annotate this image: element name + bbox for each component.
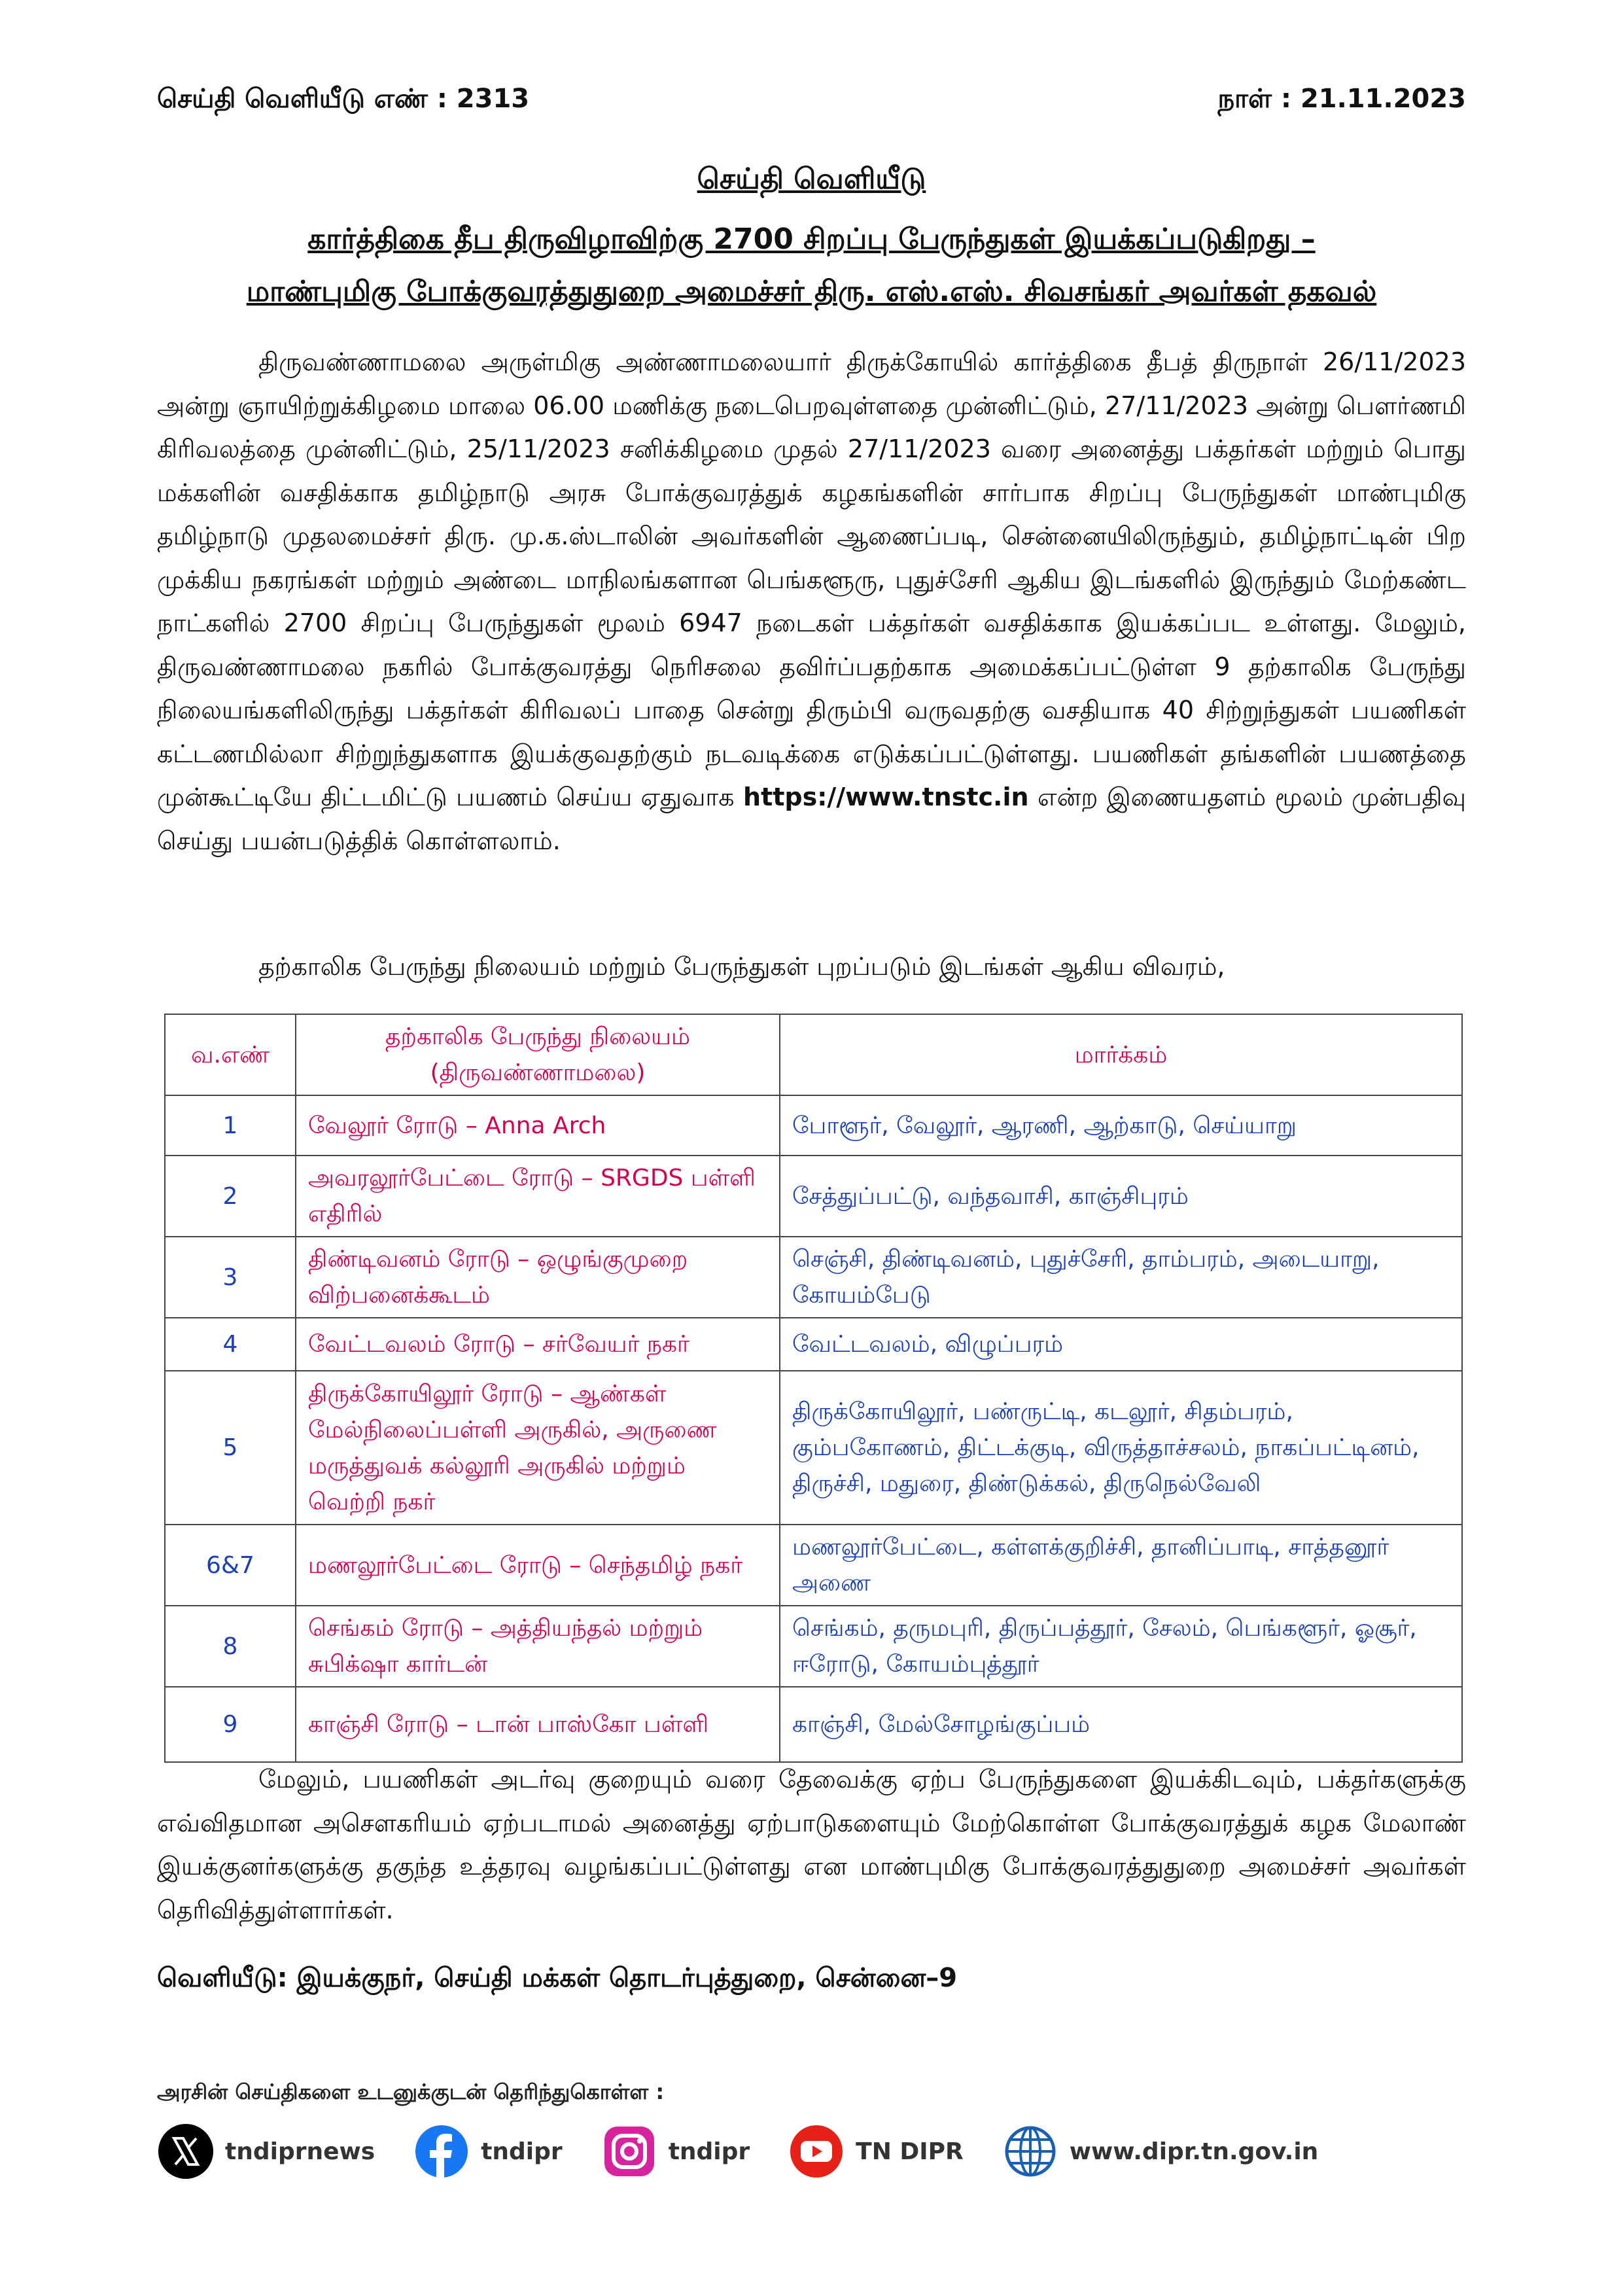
globe-icon bbox=[1002, 2123, 1059, 2180]
row-route: காஞ்சி, மேல்சோழங்குப்பம் bbox=[780, 1687, 1462, 1762]
social-x-label: tndiprnews bbox=[225, 2138, 375, 2165]
row-stand: காஞ்சி ரோடு – டான் பாஸ்கோ பள்ளி bbox=[296, 1687, 780, 1762]
title-line-2: மாண்புமிகு போக்குவரத்துதுறை அமைச்சர் திரு. எஸ்.எஸ். சிவசங்கர் அவர்கள் தகவல் bbox=[246, 275, 1377, 308]
social-bar bbox=[157, 2119, 1356, 2184]
table-row bbox=[165, 1156, 1462, 1237]
social-website-label: www.dipr.tn.gov.in bbox=[1069, 2138, 1319, 2165]
table-row bbox=[165, 1318, 1462, 1371]
table-intro: தற்காலிக பேருந்து நிலையம் மற்றும் பேருந்துகள் புறப்படும் இடங்கள் ஆகிய விவரம், bbox=[258, 952, 1225, 981]
tnstc-link[interactable]: https://www.tnstc.in bbox=[743, 783, 1029, 811]
social-facebook-label: tndipr bbox=[481, 2138, 563, 2165]
row-number: 4 bbox=[165, 1318, 296, 1371]
table-row bbox=[165, 1525, 1462, 1606]
row-number: 8 bbox=[165, 1606, 296, 1687]
row-number: 3 bbox=[165, 1237, 296, 1318]
row-number: 9 bbox=[165, 1687, 296, 1762]
table-row bbox=[165, 1371, 1462, 1525]
row-route: போளூர், வேலூர், ஆரணி, ஆற்காடு, செய்யாறு bbox=[780, 1095, 1462, 1156]
row-number: 1 bbox=[165, 1095, 296, 1156]
row-stand: திண்டிவனம் ரோடு – ஒழுங்குமுறை விற்பனைக்கூடம் bbox=[296, 1237, 780, 1318]
header-stand: தற்காலிக பேருந்து நிலையம் (திருவண்ணாமலை) bbox=[296, 1014, 780, 1095]
release-number: செய்தி வெளியீடு எண் : 2313 bbox=[157, 84, 530, 114]
social-instagram-label: tndipr bbox=[668, 2138, 750, 2165]
row-stand: வேலூர் ரோடு – Anna Arch bbox=[296, 1095, 780, 1156]
facebook-icon bbox=[413, 2123, 470, 2180]
table-row bbox=[165, 1687, 1462, 1762]
instagram-icon bbox=[601, 2123, 658, 2180]
row-stand: திருக்கோயிலூர் ரோடு – ஆண்கள் மேல்நிலைப்பள்ளி அருகில், அருணை மருத்துவக் கல்லூரி அருகில் மற்றும் வெற்றி நகர் bbox=[296, 1371, 780, 1525]
social-facebook[interactable] bbox=[413, 2123, 562, 2180]
row-route: செஞ்சி, திண்டிவனம், புதுச்சேரி, தாம்பரம், அடையாறு, கோயம்பேடு bbox=[780, 1237, 1462, 1318]
social-youtube-label: TN DIPR bbox=[856, 2138, 964, 2165]
body-text: திருவண்ணாமலை அருள்மிகு அண்ணாமலையார் திருக்கோயில் கார்த்திகை தீபத் திருநாள் 26/11/2023 அன்று ஞாயிற்றுக்கிழமை மாலை 06.00 மணிக்கு நடைபெறவுள்ளதை முன்னிட்டும், 27/11/2023 அன்று பௌர்ணமி கிரிவலத்தை முன்னிட்டும், 25/11/2023 சனிக்கிழமை முதல் 27/11/2023 வரை அனைத்து பக்தர்கள் மற்றும் பொது மக்களின் வசதிக்காக தமிழ்நாடு அரசு போக்குவரத்துக் கழகங்களின் சார்பாக சிறப்பு பேருந்துகள் மாண்புமிகு தமிழ்நாடு முதலமைச்சர் திரு. மு.க.ஸ்டாலின் அவர்களின் ஆணைப்படி, சென்னையிலிருந்தும், தமிழ்நாட்டின் பிற முக்கிய நகரங்கள் மற்றும் அண்டை மாநிலங்களான பெங்களூரு, புதுச்சேரி ஆகிய இடங்களில் இருந்தும் மேற்கண்ட நாட்களில் 2700 சிறப்பு பேருந்துகள் மூலம் 6947 நடைகள் பக்தர்கள் வசதிக்காக இயக்கப்பட உள்ளது. மேலும், திருவண்ணாமலை நகரில் போக்குவரத்து நெரிசலை தவிர்ப்பதற்காக அமைக்கப்பட்டுள்ள 9 தற்காலிக பேருந்து நிலையங்களிலிருந்து பக்தர்கள் கிரிவலப் பாதை சென்று திரும்பி வருவதற்கு வசதியாக 40 சிற்றுந்துகள் பயணிகள் கட்டணமில்லா சிற்றுந்துகளாக இயக்குவதற்கும் நடவடிக்கை எடுக்கப்பட்டுள்ளது. பயணிகள் தங்களின் பயணத்தை முன்கூட்டியே திட்டமிட்டு பயணம் செய்ய ஏதுவாக bbox=[157, 347, 1466, 811]
social-website[interactable] bbox=[1002, 2123, 1319, 2180]
row-number: 5 bbox=[165, 1371, 296, 1525]
body-paragraph bbox=[157, 340, 1466, 862]
row-number: 2 bbox=[165, 1156, 296, 1237]
table-row bbox=[165, 1095, 1462, 1156]
row-stand: அவரலூர்பேட்டை ரோடு – SRGDS பள்ளி எதிரில் bbox=[296, 1156, 780, 1237]
release-date: நாள் : 21.11.2023 bbox=[1217, 84, 1466, 114]
bus-stand-table bbox=[164, 1014, 1463, 1763]
row-route: சேத்துப்பட்டு, வந்தவாசி, காஞ்சிபுரம் bbox=[780, 1156, 1462, 1237]
header-route: மார்க்கம் bbox=[780, 1014, 1462, 1095]
social-x[interactable] bbox=[157, 2123, 375, 2180]
row-route: திருக்கோயிலூர், பண்ருட்டி, கடலூர், சிதம்பரம், கும்பகோணம், திட்டக்குடி, விருத்தாச்சலம், நாகப்பட்டினம், திருச்சி, மதுரை, திண்டுக்கல், திருநெல்வேலி bbox=[780, 1371, 1462, 1525]
header-serial: வ.எண் bbox=[165, 1014, 296, 1095]
table-row bbox=[165, 1606, 1462, 1687]
row-number: 6&7 bbox=[165, 1525, 296, 1606]
closing-paragraph: மேலும், பயணிகள் அடர்வு குறையும் வரை தேவைக்கு ஏற்ப பேருந்துகளை இயக்கிடவும், பக்தர்களுக்கு எவ்விதமான அசௌகரியம் ஏற்படாமல் அனைத்து ஏற்பாடுகளையும் மேற்கொள்ள போக்குவரத்துக் கழக மேலாண் இயக்குனர்களுக்கு தகுந்த உத்தரவு வழங்கப்பட்டுள்ளது என மாண்புமிகு போக்குவரத்துதுறை அமைச்சர் அவர்கள் தெரிவித்துள்ளார்கள். bbox=[157, 1765, 1466, 1924]
title-line-1: கார்த்திகை தீப திருவிழாவிற்கு 2700 சிறப்பு பேருந்துகள் இயக்கப்படுகிறது – bbox=[307, 222, 1316, 256]
row-route: செங்கம், தருமபுரி, திருப்பத்தூர், சேலம், பெங்களூர், ஓசூர், ஈரோடு, கோயம்புத்தூர் bbox=[780, 1606, 1462, 1687]
document-heading: செய்தி வெளியீடு bbox=[697, 162, 926, 196]
row-stand: வேட்டவலம் ரோடு – சர்வேயர் நகர் bbox=[296, 1318, 780, 1371]
x-icon bbox=[157, 2123, 215, 2180]
row-route: மணலூர்பேட்டை, கள்ளக்குறிச்சி, தானிப்பாடி, சாத்தனூர் அணை bbox=[780, 1525, 1462, 1606]
row-stand: செங்கம் ரோடு – அத்தியந்தல் மற்றும் சுபிக்‌ஷா கார்டன் bbox=[296, 1606, 780, 1687]
row-stand: மணலூர்பேட்டை ரோடு – செந்தமிழ் நகர் bbox=[296, 1525, 780, 1606]
row-route: வேட்டவலம், விழுப்பரம் bbox=[780, 1318, 1462, 1371]
social-instagram[interactable] bbox=[601, 2123, 750, 2180]
body-text-end: என்ற இணையதளம் மூலம் முன்பதிவு செய்து பயன்படுத்திக் கொள்ளலாம். bbox=[157, 783, 1466, 855]
table-row bbox=[165, 1237, 1462, 1318]
follow-text: அரசின் செய்திகளை உடனுக்குடன் தெரிந்துகொள்ள : bbox=[157, 2079, 665, 2104]
release-by: வெளியீடு: இயக்குநர், செய்தி மக்கள் தொடர்புத்துறை, சென்னை–9 bbox=[157, 1963, 958, 1993]
social-youtube[interactable] bbox=[788, 2123, 964, 2180]
youtube-icon bbox=[788, 2123, 845, 2180]
table-header-row bbox=[165, 1014, 1462, 1095]
